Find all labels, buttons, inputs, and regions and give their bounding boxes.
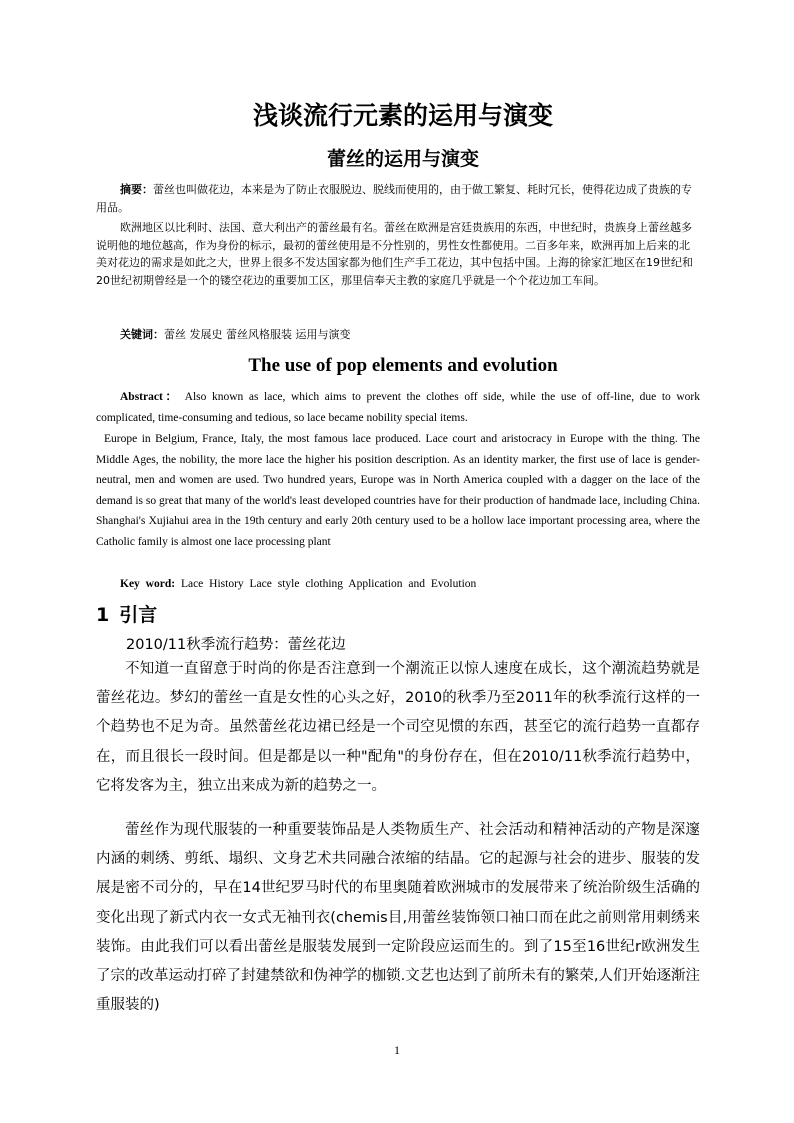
english-title: The use of pop elements and evolution <box>248 355 558 376</box>
page-number: 1 <box>394 1043 400 1057</box>
document-title: 浅谈流行元素的运用与演变 <box>252 101 553 130</box>
body-paragraph-2: 蕾丝作为现代服装的一种重要装饰品是人类物质生产、社会活动和精神活动的产物是深邃内涵的刺绣、剪纸、塌织、文身艺术共同融合浓缩的结晶。它的起源与社会的进步、服装的发展是密不司分的，早在14世纪罗马时代的布里奥随着欧洲城市的发展带来了统治阶级生活确的变化出现了新式内衣一女式无袖刊衣(chemis目,用蕾丝装饰领口袖口而在此之前则常用刺绣来装饰。由此我们可以看出蕾丝是服装发展到一定阶段应运而生的。到了15至16世纪r欧洲发生了宗的改革运动打碎了封建禁欲和伪神学的枷锁.文艺也达到了前所未有的繁荣,人们开始逐渐注重服装的) <box>96 822 700 1014</box>
abstract-cn-label: 摘要： <box>120 183 153 196</box>
abstract-en-label: Abstract： <box>120 391 180 403</box>
section-subheading: 2010/11秋季流行趋势：蕾丝花边 <box>126 637 346 653</box>
body-paragraph-1: 不知道一直留意于时尚的你是否注意到一个潮流正以惊人速度在成长，这个潮流趋势就是蕾丝花边。梦幻的蕾丝一直是女性的心头之好，2010的秋季乃至2011年的秋季流行这样的一个趋势也不足为奇。虽然蕾丝花边裙已经是一个司空见惯的东西，甚至它的流行趋势一直都存在，而且很长一段时间。但是都是以一种"配角"的身份存在，但在2010/11秋季流行趋势中，它将发客为主，独立出来成为新的趋势之一。 <box>96 661 700 794</box>
paragraph-en: Europe in Belgium, France, Italy, the most famous lace produced. Lace court and aristocracy in Europe with the thing. The Middle Ages, the nobility, the more lace the higher his position description. As an identity marker, the first use of lace is gender-neutral, men and women are used. Two hundred years, Europe was in North America coupled with a dagger on the lace of the demand is so great that many of the world's least developed countries have for their production of handmade lace, including China. Shanghai's Xujiahui area in the 19th century and early 20th century used to be a hollow lace important processing area, where the Catholic family is almost one lace processing plant <box>96 433 700 548</box>
abstract-en <box>96 387 700 428</box>
abstract-cn-text: 蕾丝也叫做花边，本来是为了防止衣服脱边、脱线而使用的，由于做工繁复、耗时冗长，使得花边成了贵族的专用品。 <box>96 183 692 214</box>
keywords-cn-label: 关键词： <box>120 328 164 341</box>
keywords-cn <box>120 326 351 344</box>
section-number: 1 <box>96 604 110 626</box>
keywords-cn-text: 蕾丝 发展史 蕾丝风格服装 运用与演变 <box>164 328 351 341</box>
section-title: 引言 <box>119 604 158 626</box>
abstract-en-text: Also known as lace, which aims to prevent the clothes off side, while the use of off-line, due to work complicated, time-consuming and tedious, so lace became nobility special items. <box>96 391 701 424</box>
keywords-en <box>120 574 476 595</box>
abstract-cn <box>96 181 700 216</box>
section-heading <box>96 600 157 627</box>
keywords-en-text: Lace History Lace style clothing Application and Evolution <box>180 578 477 590</box>
paragraph-cn: 欧洲地区以比利时、法国、意大利出产的蕾丝最有名。蕾丝在欧洲是宫廷贵族用的东西，中世纪时，贵族身上蕾丝越多说明他的地位越高，作为身份的标示，最初的蕾丝使用是不分性别的，男性女性都使用。二百多年来，欧洲再加上后来的北美对花边的需求是如此之大，世界上很多不发达国家都为他们生产手工花边，其中包括中国。上海的徐家汇地区在19世纪和20世纪初期曾经是一个的镂空花边的重要加工区，那里信奉天主教的家庭几乎就是一个个花边加工车间。 <box>96 221 693 287</box>
document-subtitle: 蕾丝的运用与演变 <box>326 148 479 170</box>
keywords-en-label: Key word: <box>120 578 176 590</box>
